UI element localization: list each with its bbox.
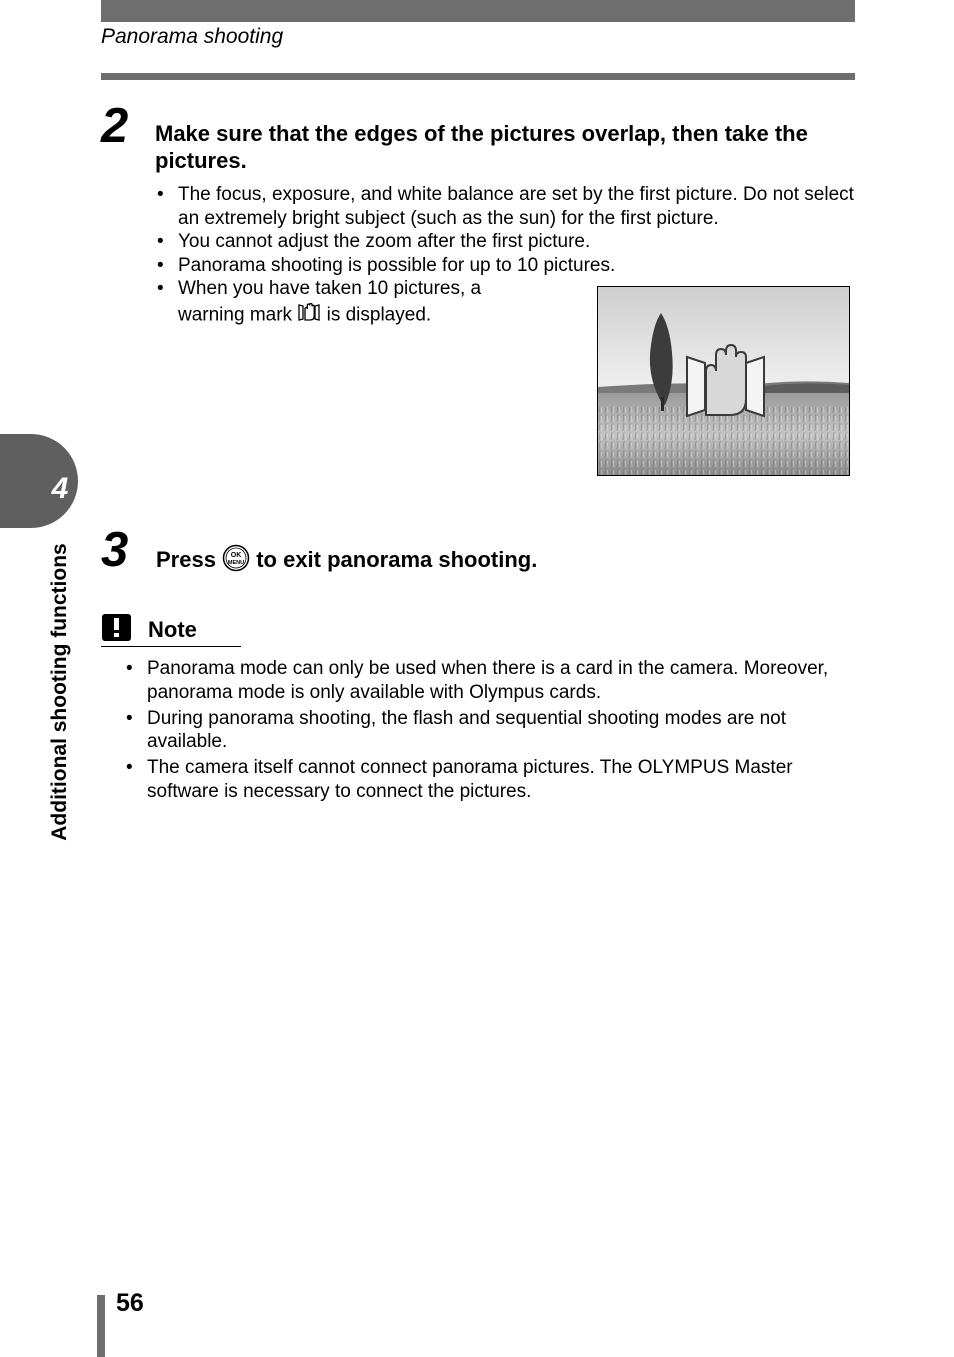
panorama-example-photo [597, 286, 850, 476]
note-rule [101, 646, 241, 647]
menu-label: MENU [227, 560, 245, 566]
step-3-title-before: Press [156, 546, 216, 572]
page-number-bar [97, 1295, 105, 1357]
step-3-number: 3 [101, 523, 129, 577]
chapter-number: 4 [51, 472, 69, 505]
note-list [124, 657, 864, 803]
ok-label: OK [230, 552, 242, 559]
list-item: • The camera itself cannot connect panorama pictures. The OLYMPUS Master software is necessary to connect the pictures. [124, 756, 864, 803]
step-2-number: 2 [101, 99, 129, 153]
note-title: Note [148, 617, 197, 642]
header-rule [101, 73, 855, 80]
list-item: • During panorama shooting, the flash and sequential shooting modes are not available. [124, 707, 864, 754]
warning-text-after: is displayed. [326, 303, 432, 325]
step-2-title: Make sure that the edges of the pictures overlap, then take the pictures. [155, 121, 808, 173]
warning-text-before: When you have taken 10 pictures, a warning mark [178, 278, 482, 325]
step-3-title [156, 544, 756, 578]
chapter-label: Additional shooting functions [48, 543, 71, 841]
list-item [155, 277, 527, 329]
ok-menu-button-icon [222, 544, 250, 578]
step-2-bullets-last [155, 277, 527, 329]
page-number: 56 [116, 1289, 144, 1317]
list-item: • Panorama shooting is possible for up to 10 pictures. [155, 254, 855, 278]
header-bar [101, 0, 855, 22]
list-item: • Panorama mode can only be used when there is a card in the camera. Moreover, panorama mode is only available with Olympus cards. [124, 657, 864, 704]
exclamation-icon [102, 614, 131, 641]
step-3-title-after: to exit panorama shooting. [256, 546, 538, 572]
list-item: • You cannot adjust the zoom after the first picture. [155, 230, 855, 254]
hand-warning-icon [297, 301, 321, 330]
section-title: Panorama shooting [101, 25, 284, 48]
step-2-bullets [155, 183, 855, 277]
list-item: • The focus, exposure, and white balance are set by the first picture. Do not select an extremely bright subject (such as the sun) for the first picture. [155, 183, 855, 230]
